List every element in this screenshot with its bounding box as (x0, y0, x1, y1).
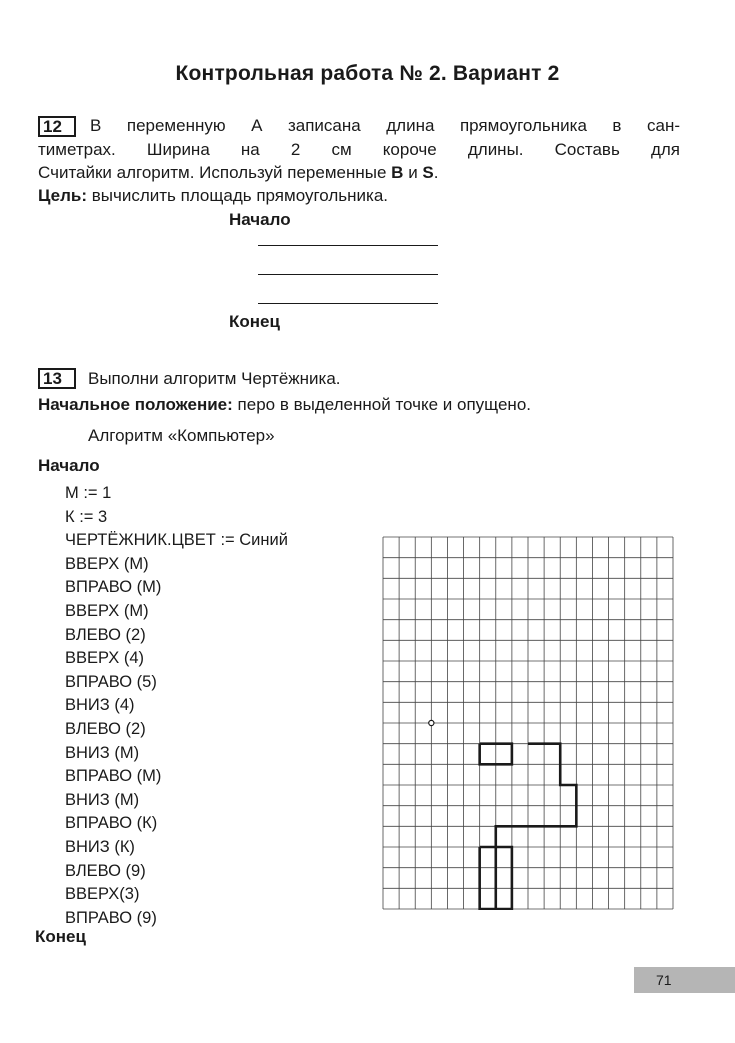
task-12-goal (38, 185, 388, 207)
algorithm-step: ВПРАВО (5) (65, 672, 157, 691)
start-point (429, 720, 434, 725)
algorithm-step: ВПРАВО (К) (65, 814, 158, 833)
answer-line-1[interactable] (258, 245, 438, 246)
variable-b: B (391, 163, 404, 182)
task-12-line-3-text: Считайки алгоритм. Используй переменные (38, 163, 387, 182)
algorithm-step: ВПРАВО (М) (65, 767, 162, 786)
task-13-start-position (38, 394, 531, 416)
algorithm-step: К := 3 (65, 507, 108, 526)
task-12-text-line-1: В переменную А записана длина прямоугольника в сан- (90, 116, 680, 135)
algorithm-step: ВВЕРХ (М) (65, 554, 149, 573)
algorithm-step: ВВЕРХ(3) (65, 885, 140, 904)
algorithm-step: ВНИЗ (К) (65, 837, 135, 856)
algorithm-step: М := 1 (65, 484, 112, 502)
goal-label: Цель: (38, 186, 87, 205)
algorithm-start: Начало (38, 456, 100, 475)
page-title: Контрольная работа № 2. Вариант 2 (175, 62, 560, 85)
algorithm-step: ВЛЕВО (9) (65, 861, 146, 880)
task-13-text: Выполни алгоритм Чертёжника. (88, 369, 341, 388)
algorithm-end: Конец (35, 927, 86, 946)
algorithm-step: ВПРАВО (9) (65, 908, 157, 927)
task-12-end: Конец (229, 312, 280, 331)
drawing-grid[interactable] (382, 536, 674, 910)
task-12-start: Начало (229, 210, 291, 229)
page-number: 71 (634, 967, 735, 993)
variable-s: S (422, 163, 434, 182)
and-word: и (408, 163, 418, 182)
task-13-number: 13 (38, 368, 76, 389)
algorithm-step: ВПРАВО (М) (65, 578, 162, 597)
algorithm-steps (65, 482, 288, 930)
task-12-number: 12 (38, 116, 76, 137)
period: . (433, 163, 439, 182)
position-label: Начальное положение: (38, 395, 233, 414)
task-12-text-line-2: тиметрах. Ширина на 2 см короче длины. Составь для (38, 140, 680, 159)
answer-line-2[interactable] (258, 274, 438, 275)
algorithm-step: ВНИЗ (4) (65, 696, 135, 715)
task-12-text-line-3 (38, 162, 439, 184)
goal-text: вычислить площадь прямоугольника. (91, 186, 389, 205)
algorithm-step: ЧЕРТЁЖНИК.ЦВЕТ := Синий (65, 531, 288, 550)
drawn-path (496, 744, 577, 847)
algorithm-step: ВЛЕВО (2) (65, 719, 146, 738)
position-text: перо в выделенной точке и опущено. (237, 395, 531, 414)
algorithm-step: ВВЕРХ (4) (65, 649, 145, 668)
algorithm-step: ВНИЗ (М) (65, 743, 140, 762)
algorithm-step: ВНИЗ (М) (65, 790, 140, 809)
algorithm-step: ВЛЕВО (2) (65, 625, 146, 644)
algorithm-name: Алгоритм «Компьютер» (88, 426, 275, 445)
algorithm-step: ВВЕРХ (М) (65, 601, 149, 620)
answer-line-3[interactable] (258, 303, 438, 304)
